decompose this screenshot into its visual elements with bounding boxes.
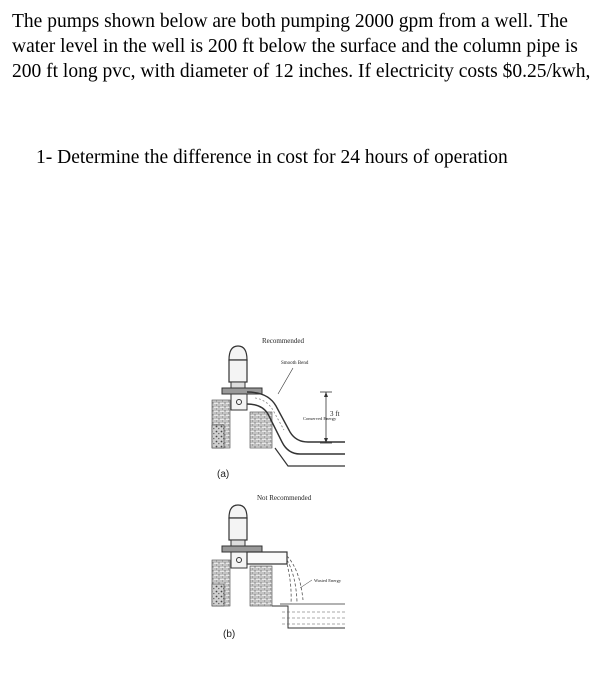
- panel-a-recommended: [212, 337, 345, 480]
- motor-icon: [229, 346, 247, 388]
- panel-a-label: (a): [217, 469, 230, 480]
- panel-b-title: Not Recommended: [257, 494, 312, 502]
- wasted-energy-label: Wasted Energy: [314, 578, 342, 583]
- panel-b-label: (b): [223, 629, 236, 640]
- conserved-energy-label: Conserved Energy: [303, 416, 337, 421]
- panel-b-not-recommended: [212, 494, 345, 640]
- motor-icon: [229, 505, 247, 546]
- panel-a-title: Recommended: [262, 337, 304, 345]
- smooth-bend-label: Smooth Bend: [281, 361, 309, 366]
- problem-statement: The pumps shown below are both pumping 2000 gpm from a well. The water level in the well is 200 ft below the surface and the column pipe is 200 ft long pvc, with diameter of 12 inches. If electricity costs $0.25/kwh,: [12, 11, 591, 82]
- dimension-3ft: [320, 392, 340, 443]
- question-1: 1- Determine the difference in cost for 24 hours of operation: [36, 147, 508, 168]
- dimension-label: 3 ft: [330, 410, 340, 418]
